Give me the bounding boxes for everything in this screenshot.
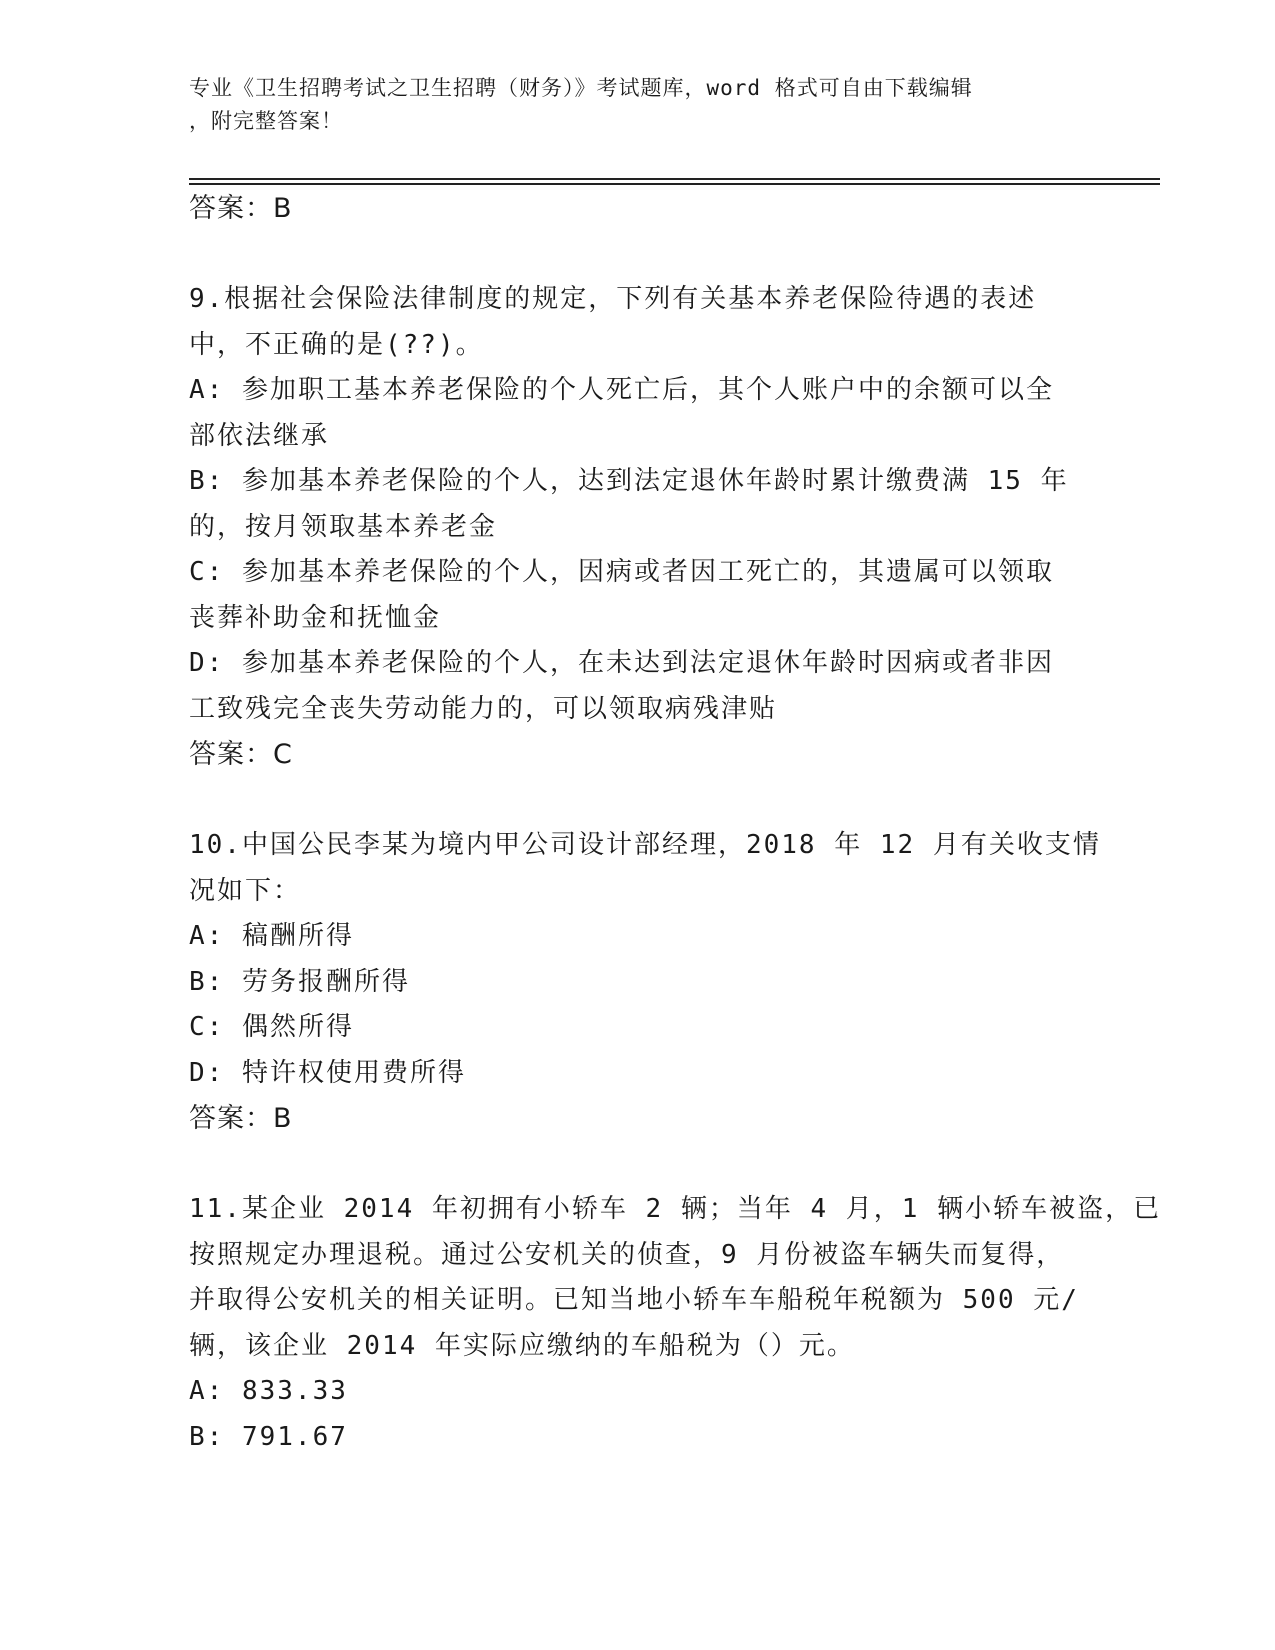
question-11 (189, 1187, 1162, 1460)
option-line: C: 参加基本养老保险的个人，因病或者因工死亡的，其遗属可以领取 (189, 557, 1054, 587)
question-9 (189, 277, 1089, 777)
option-line: A: 参加职工基本养老保险的个人死亡后，其个人账户中的余额可以全 (189, 375, 1054, 405)
question-stem-line: 11.某企业 2014 年初拥有小轿车 2 辆；当年 4 月，1 辆小轿车被盗，已 (189, 1194, 1162, 1224)
answer-9: 答案：C (189, 739, 293, 770)
option-line: 工致残完全丧失劳动能力的，可以领取病残津贴 (189, 693, 778, 724)
option-line: 丧葬补助金和抚恤金 (189, 602, 442, 633)
header-line-2: ，附完整答案！ (189, 109, 343, 133)
question-10 (189, 823, 1101, 1141)
question-stem-line: 按照规定办理退税。通过公安机关的侦查，9 月份被盗车辆失而复得， (189, 1239, 1065, 1270)
option-b: B: 劳务报酬所得 (189, 966, 410, 997)
option-line: D: 参加基本养老保险的个人，在未达到法定退休年龄时因病或者非因 (189, 648, 1054, 678)
question-stem-line: 中，不正确的是(??)。 (189, 329, 484, 360)
option-d: D: 特许权使用费所得 (189, 1057, 466, 1088)
question-stem-line: 况如下： (189, 875, 302, 906)
header-line-1: 专业《卫生招聘考试之卫生招聘（财务）》考试题库，word 格式可自由下载编辑 (189, 76, 973, 100)
question-stem-line: 10.中国公民李某为境内甲公司设计部经理，2018 年 12 月有关收支情 (189, 830, 1101, 860)
option-a: A: 稿酬所得 (189, 921, 354, 951)
option-line: 的，按月领取基本养老金 (189, 511, 498, 542)
question-stem-line: 辆，该企业 2014 年实际应缴纳的车船税为（）元。 (189, 1330, 855, 1361)
option-a: A: 833.33 (189, 1376, 348, 1406)
answer-previous: 答案：B (189, 193, 293, 224)
option-b (189, 459, 1089, 550)
option-d (189, 641, 1089, 732)
option-a (189, 368, 1089, 459)
option-c (189, 550, 1089, 641)
header-divider-top (189, 178, 1160, 180)
option-line: 部依法继承 (189, 420, 330, 451)
question-stem-line: 9.根据社会保险法律制度的规定，下列有关基本养老保险待遇的表述 (189, 284, 1037, 314)
option-b: B: 791.67 (189, 1421, 348, 1452)
document-header (189, 72, 1089, 138)
question-stem-line: 并取得公安机关的相关证明。已知当地小轿车车船税年税额为 500 元/ (189, 1285, 1079, 1315)
header-divider-bottom (189, 183, 1160, 185)
option-line: B: 参加基本养老保险的个人，达到法定退休年龄时累计缴费满 15 年 (189, 466, 1069, 496)
question-list (189, 186, 1162, 1460)
answer-10: 答案：B (189, 1103, 293, 1134)
option-c: C: 偶然所得 (189, 1012, 354, 1042)
